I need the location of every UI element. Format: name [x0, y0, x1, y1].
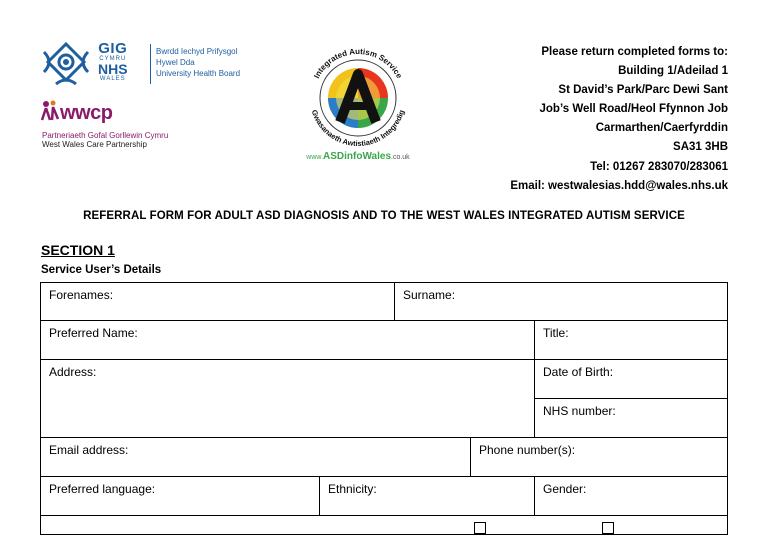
wwcp-welsh-name: Partneriaeth Gofal Gorllewin Cymru	[42, 131, 169, 140]
wales-text: WALES	[99, 76, 126, 82]
wwcp-english-name: West Wales Care Partnership	[42, 140, 147, 149]
surname-field[interactable]	[394, 282, 728, 321]
gender-label: Gender:	[543, 482, 587, 496]
return-address	[428, 43, 728, 196]
forenames-field[interactable]	[40, 282, 395, 321]
dragon-emblem-icon	[40, 40, 92, 90]
health-board-logo	[40, 40, 260, 92]
ring-text-top: Integrated Autism Service	[312, 46, 404, 80]
gig-text: GIG	[98, 40, 128, 57]
address-field[interactable]	[40, 359, 535, 438]
checkbox-option-2[interactable]	[602, 522, 614, 534]
address-intro: Please return completed forms to:	[541, 46, 728, 58]
nhs-text: NHS	[98, 61, 128, 77]
address-postcode: SA31 3HB	[673, 141, 728, 154]
nhs-number-field[interactable]	[534, 398, 728, 438]
preferred-language-field[interactable]	[40, 476, 320, 516]
next-form-row	[40, 515, 728, 535]
section-subtitle: Service User’s Details	[41, 264, 162, 276]
form-title: REFERRAL FORM FOR ADULT ASD DIAGNOSIS AND TO THE WEST WALES INTEGRATED AUTISM SERVICE	[83, 210, 685, 222]
logo-divider	[150, 44, 151, 84]
address-email[interactable]: Email: westwalesias.hdd@wales.nhs.uk	[510, 179, 728, 192]
title-label: Title:	[543, 326, 569, 340]
nhs-number-label: NHS number:	[543, 404, 616, 418]
address-road: Job’s Well Road/Heol Ffynnon Job	[539, 103, 728, 116]
preferred-language-label: Preferred language:	[49, 482, 156, 496]
phone-number-label: Phone number(s):	[479, 443, 576, 457]
ethnicity-label: Ethnicity:	[328, 482, 377, 496]
phone-number-field[interactable]	[470, 437, 728, 477]
address-telephone: Tel: 01267 283070/283061	[590, 160, 728, 173]
address-park: St David’s Park/Parc Dewi Sant	[558, 84, 728, 97]
forenames-label: Forenames:	[49, 288, 114, 302]
cymru-text: CYMRU	[99, 56, 127, 62]
health-board-name: Bwrdd Iechyd Prifysgol Hywel Dda University Health Board	[156, 47, 241, 78]
integrated-autism-service-logo	[296, 40, 420, 166]
date-of-birth-label: Date of Birth:	[543, 365, 614, 379]
email-address-label: Email address:	[49, 443, 129, 457]
date-of-birth-field[interactable]	[534, 359, 728, 399]
people-figure-icon	[40, 100, 60, 122]
address-building: Building 1/Adeilad 1	[618, 65, 728, 78]
email-address-field[interactable]	[40, 437, 471, 477]
asd-website: www.ASDinfoWales.co.uk	[306, 151, 410, 162]
surname-label: Surname:	[403, 288, 456, 302]
preferred-name-field[interactable]	[40, 320, 535, 360]
gig-nhs-wordmark	[98, 41, 128, 82]
address-label: Address:	[49, 365, 97, 379]
preferred-name-label: Preferred Name:	[49, 326, 138, 340]
checkbox-option-1[interactable]	[474, 522, 486, 534]
wwcp-logo	[40, 100, 220, 152]
wwcp-mark: wwcp	[60, 102, 113, 124]
ethnicity-field[interactable]	[319, 476, 535, 516]
ring-text-bottom: Gwasanaeth Awtistiaeth Integredig	[309, 108, 407, 149]
gender-field[interactable]	[534, 476, 728, 516]
section-heading: SECTION 1	[41, 242, 115, 258]
title-field[interactable]	[534, 320, 728, 360]
address-town: Carmarthen/Caerfyrddin	[595, 122, 728, 135]
